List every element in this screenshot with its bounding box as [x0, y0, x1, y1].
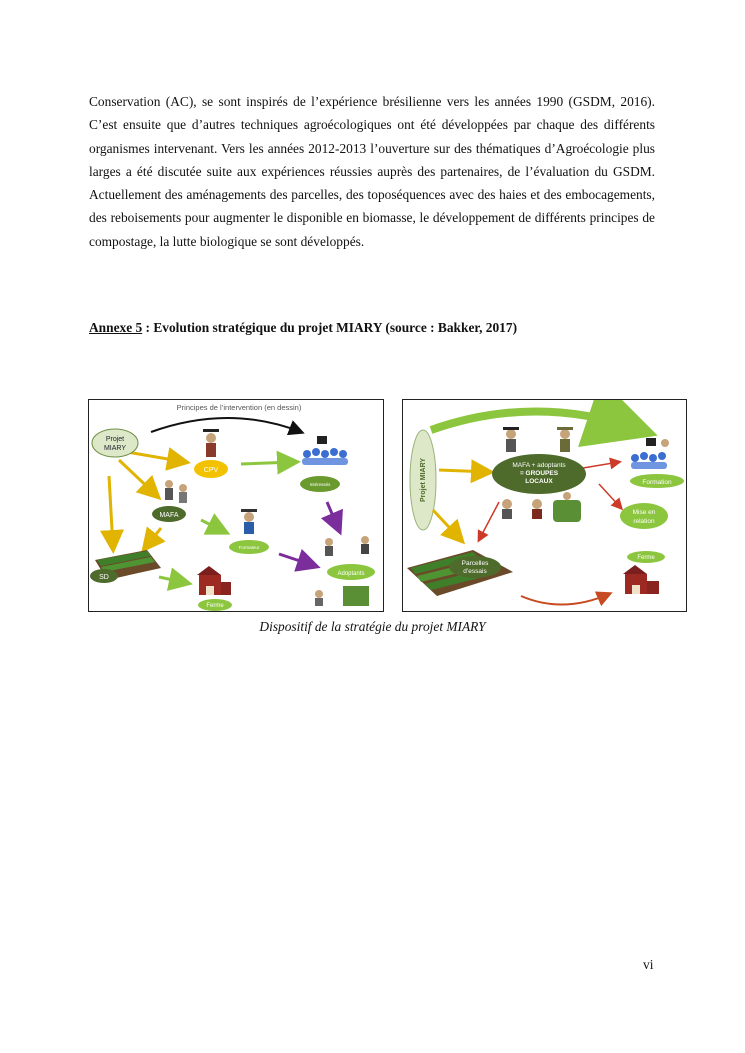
person-icon: [203, 429, 219, 457]
arrow-icon: [159, 577, 187, 583]
mise-line-2: relation: [633, 518, 655, 525]
arc-arrow-icon: [151, 418, 301, 432]
arrow-icon: [327, 502, 339, 530]
annex-heading: [89, 320, 517, 336]
arrow-icon: [119, 460, 157, 496]
interesses-label: Intéressés: [309, 482, 331, 487]
arrow-icon: [145, 528, 161, 548]
arrow-icon: [479, 502, 499, 540]
projet-miary-label: Projet MIARY: [420, 457, 427, 503]
annex-title: : Evolution stratégique du projet MIARY (source : Bakker, 2017): [142, 320, 518, 335]
groupes-line-3: LOCAUX: [525, 478, 553, 485]
groupes-line-2: = GROUPES: [519, 470, 559, 477]
formateur-label: Formateur: [238, 545, 260, 550]
figure-strategy: [402, 399, 687, 612]
arrow-icon: [439, 470, 489, 472]
barn-icon: [623, 565, 659, 594]
arrow-icon: [599, 484, 621, 508]
mise-line-1: Mise en: [632, 509, 656, 516]
figure-intervention-principles: [88, 399, 384, 612]
formation-label: Formation: [642, 479, 672, 486]
person-icon: [502, 492, 581, 522]
arrow-icon: [241, 462, 295, 464]
arrow-icon: [127, 452, 185, 462]
group-icon: [631, 438, 669, 469]
arrow-icon: [433, 510, 461, 540]
parcelles-line-2: d’essais: [463, 568, 487, 575]
barn-icon: [197, 566, 231, 595]
arc-arrow-icon: [431, 411, 635, 430]
adoptants-label: Adoptants: [337, 571, 365, 577]
sd-label: SD: [99, 574, 109, 581]
page-number: vi: [643, 957, 654, 972]
mise-en-relation-node: [620, 503, 668, 529]
person-icon: [241, 509, 257, 534]
ferme-label: Ferme: [637, 555, 655, 561]
group-icon: [302, 436, 348, 465]
ferme-label: Ferme: [206, 603, 224, 609]
parcelles-line-1: Parcelles: [461, 560, 489, 567]
figure-caption: Dispositif de la stratégie du projet MIARY: [259, 619, 486, 634]
arrow-icon: [109, 476, 113, 548]
body-paragraph: Conservation (AC), se sont inspirés de l’expérience brésilienne vers les années 1990 (GSDM, 2016). C’est ensuite que d’autres techniques agroécologiques ont été développées par chaque des différents organismes intervenant. Vers les années 2012-2013 l’ouverture sur des thématiques d’Agroécologie plus larges a été discutée suite aux expériences réussies auprès des partenaires, de l’évaluation du GSDM. Actuellement des aménagements des parcelles, des toposéquences avec des haies et des embocagements, des reboisements pour augmenter le disponible en biomasse, le développement de différents principes de compostage, la lutte biologique se sont développés.: [89, 94, 655, 249]
person-icon: [165, 480, 187, 503]
mafa-label: MAFA: [159, 512, 179, 519]
curved-arrow-icon: [521, 594, 609, 605]
arrow-icon: [201, 520, 225, 532]
figure-left-title: Principes de l’intervention (en dessin): [176, 403, 302, 412]
person-icon: [503, 427, 573, 452]
annex-label: Annexe 5: [89, 320, 143, 335]
arrow-icon: [583, 462, 619, 468]
groupes-line-1: MAFA + adoptants: [512, 462, 566, 469]
projet-label: Projet: [105, 436, 125, 443]
cpv-label: CPV: [203, 467, 219, 474]
miary-label: MIARY: [103, 445, 127, 452]
arrow-icon: [279, 554, 315, 566]
projet-miary-node: [92, 429, 138, 457]
